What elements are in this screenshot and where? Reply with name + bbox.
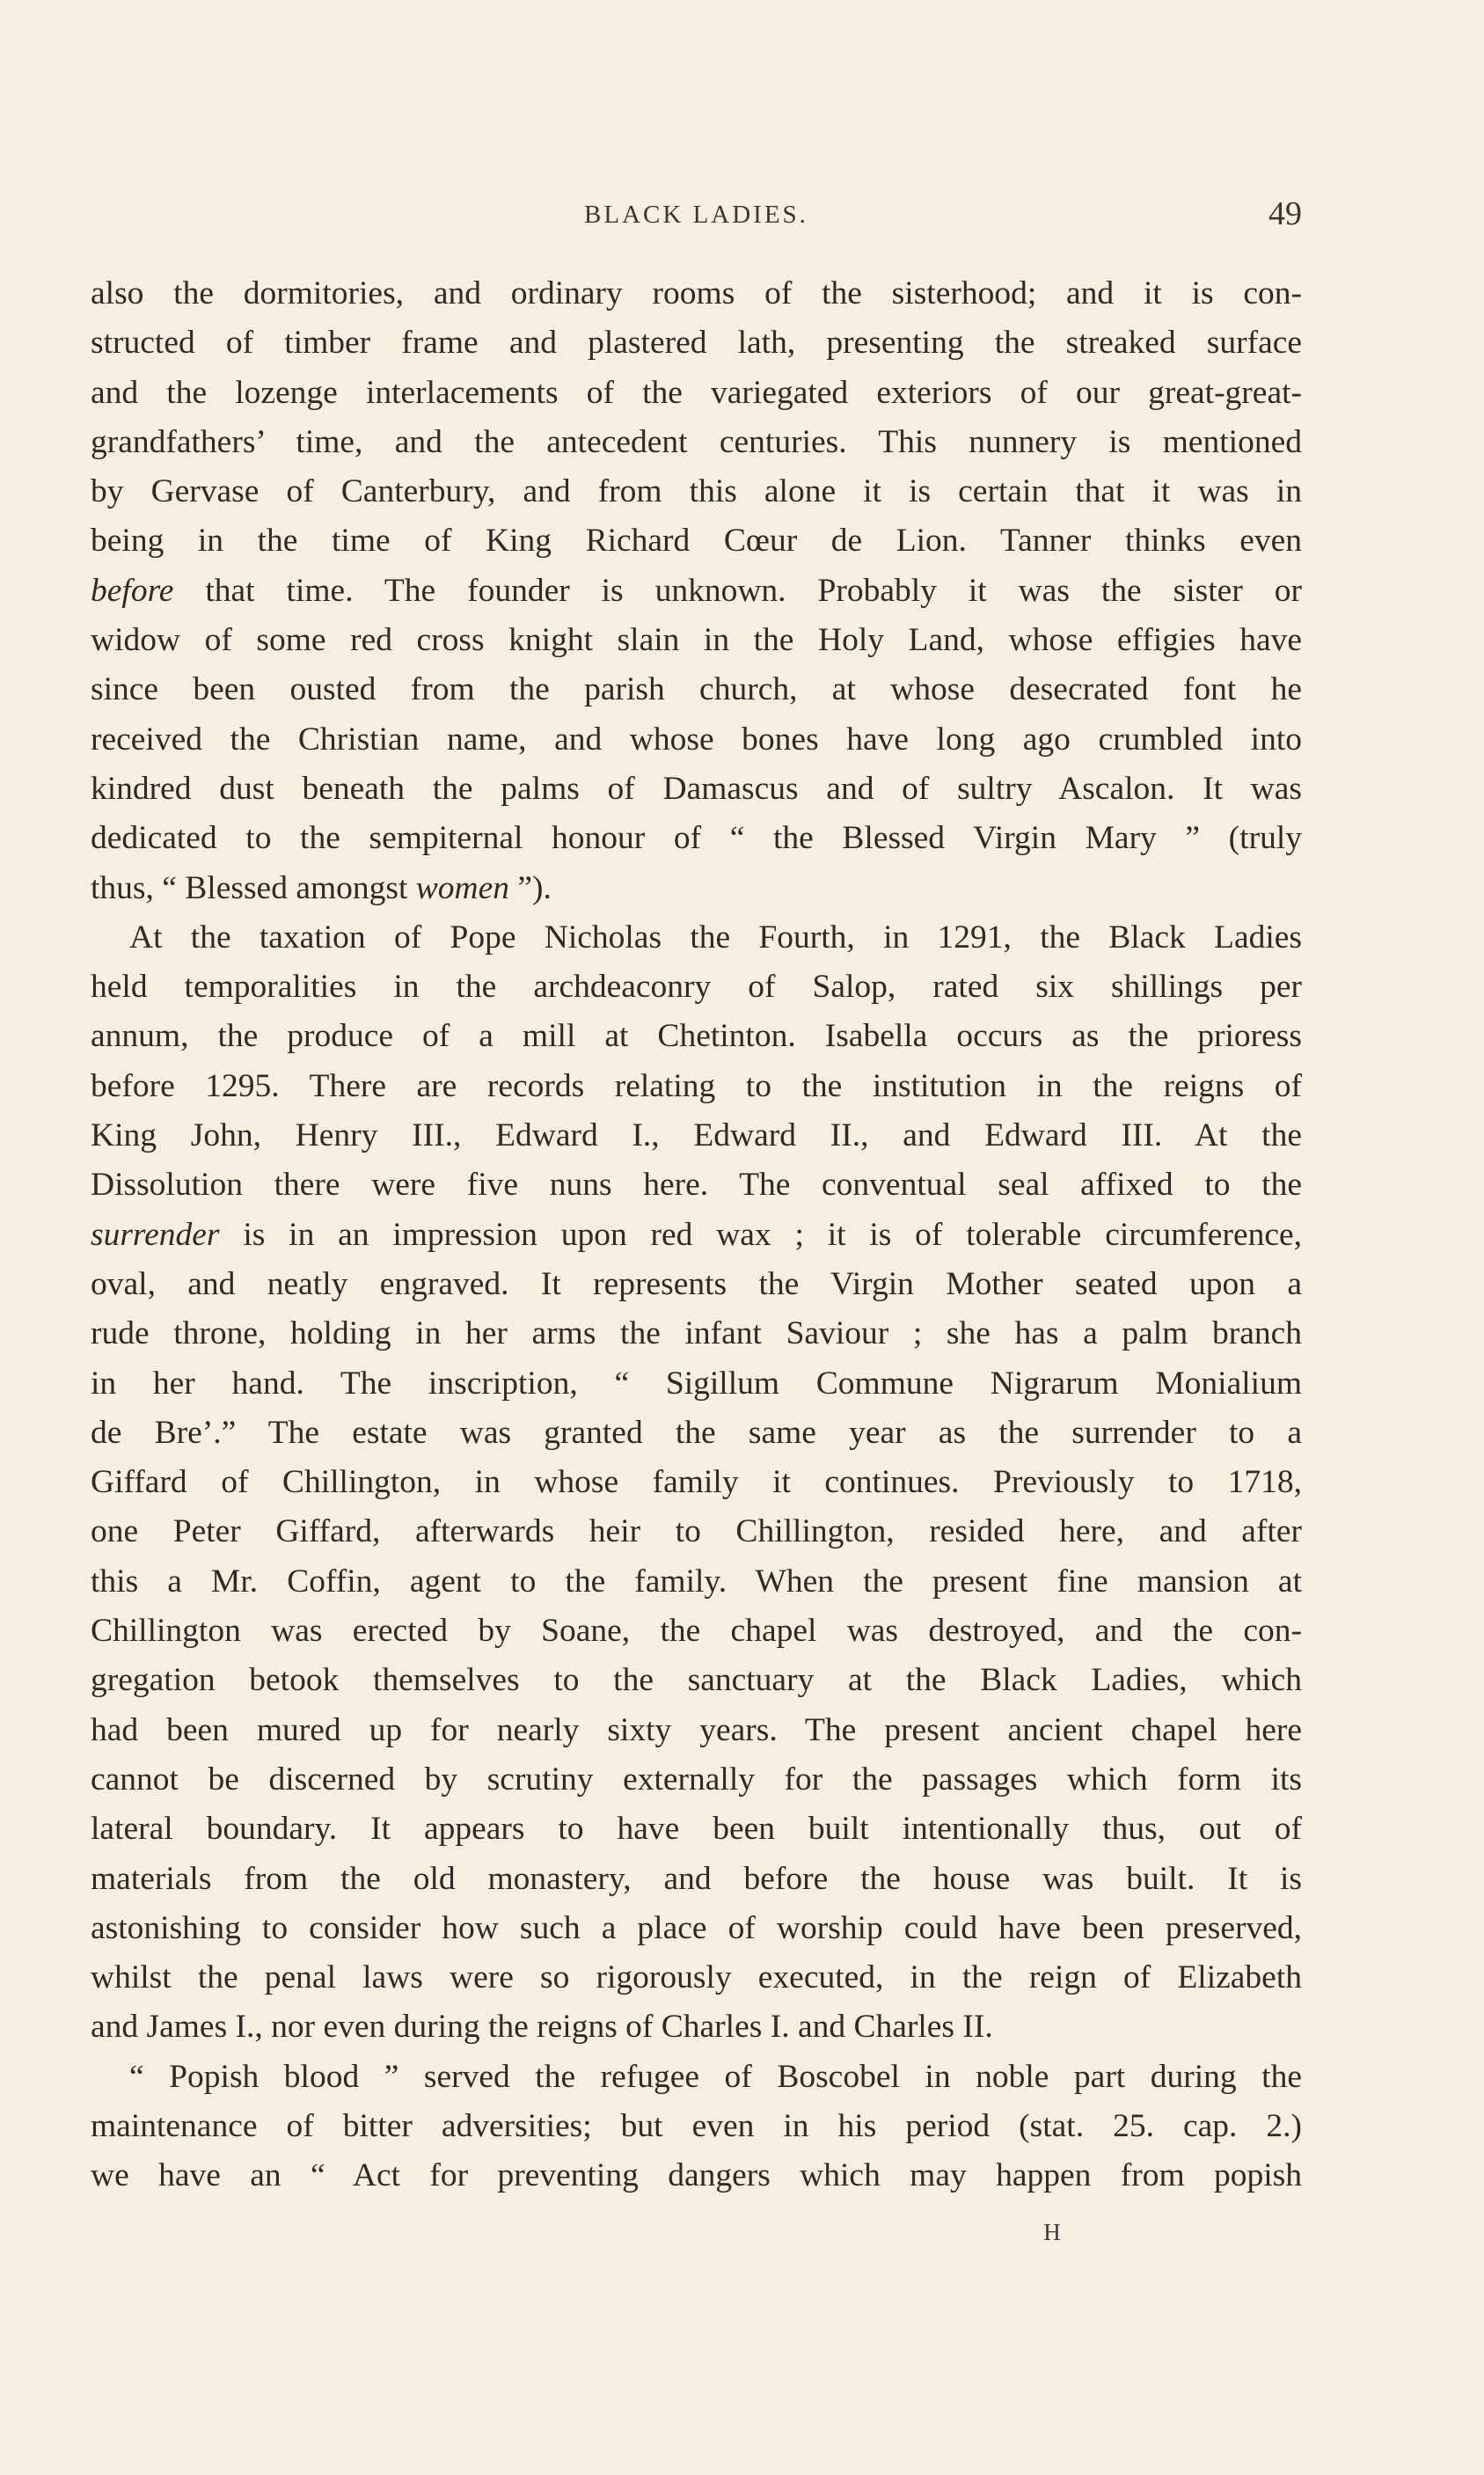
text-segment: in her hand. The inscription, “ Sigillum Commune Nigrarum Monialium [91,1365,1302,1402]
text-segment: At the taxation of Pope Nicholas the Fourth, in 1291, the Black Ladies [129,919,1302,956]
text-line [91,1309,1302,1358]
text-line [91,814,1302,863]
text-segment: that time. The founder is unknown. Probably it was the sister or [173,572,1302,609]
text-segment: by Gervase of Canterbury, and from this alone it is certain that it was in [91,473,1302,510]
text-line [91,2151,1302,2200]
signature-mark: H [1043,2219,1061,2245]
text-segment: thus, “ Blessed amongst [91,869,416,906]
text-line [91,665,1302,714]
text-segment: and James I., nor even during the reigns of Charles I. and Charles II. [91,2009,993,2046]
text-line [91,1161,1302,1210]
italic-text: women [415,869,510,906]
text-line [91,1904,1302,1953]
text-line [91,913,1302,963]
text-segment: also the dormitories, and ordinary rooms of the sisterhood; and it is con- [91,275,1302,311]
text-line [91,1260,1302,1309]
text-line [91,1855,1302,1904]
text-line [91,1953,1302,2003]
text-line [91,1111,1302,1161]
italic-text: surrender [91,1216,220,1253]
text-segment: King John, Henry III., Edward I., Edward II., and Edward III. At the [91,1117,1302,1154]
running-title: BLACK LADIES. [584,201,808,229]
text-segment: widow of some red cross knight slain in the Holy Land, whose effigies have [91,622,1302,659]
text-line [91,1607,1302,1656]
text-segment: we have an “ Act for preventing dangers which may happen from popish [91,2157,1302,2194]
text-line [91,516,1302,566]
body-text [91,269,1302,2201]
text-segment: gregation betook themselves to the sanctuary at the Black Ladies, which [91,1662,1302,1699]
text-segment: this a Mr. Coffin, agent to the family. When the present fine mansion at [91,1563,1302,1600]
text-line [91,963,1302,1012]
text-segment: materials from the old monastery, and before the house was built. It is [91,1860,1302,1897]
text-line [91,2053,1302,2102]
text-line [91,1805,1302,1854]
text-line [91,1012,1302,1061]
text-segment: grandfathers’ time, and the antecedent centuries. This nunnery is mentioned [91,423,1302,460]
text-line [91,467,1302,516]
text-segment: ”). [509,869,552,906]
text-line [91,2003,1302,2052]
text-segment: structed of timber frame and plastered lath, presenting the streaked surface [91,325,1302,362]
text-segment: Dissolution there were five nuns here. The conventual seal affixed to the [91,1167,1302,1204]
text-segment: is in an impression upon red wax ; it is of tolerable circumference, [219,1216,1302,1253]
text-segment: de Bre’.” The estate was granted the same year as the surrender to a [91,1414,1302,1451]
text-line [91,1409,1302,1458]
text-line [91,1211,1302,1260]
text-segment: “ Popish blood ” served the refugee of Boscobel in noble part during the [129,2058,1302,2095]
text-line [91,269,1302,319]
text-segment: oval, and neatly engraved. It represents the Virgin Mother seated upon a [91,1265,1302,1302]
text-line [91,1706,1302,1755]
running-head [91,197,1302,250]
text-line [91,1656,1302,1705]
text-line [91,864,1302,913]
text-segment: lateral boundary. It appears to have been built intentionally thus, out of [91,1811,1302,1848]
text-segment: had been mured up for nearly sixty years. The present ancient chapel here [91,1711,1302,1748]
text-segment: one Peter Giffard, afterwards heir to Chillington, resided here, and after [91,1513,1302,1550]
text-segment: rude throne, holding in her arms the infant Saviour ; she has a palm branch [91,1315,1302,1352]
text-segment: since been ousted from the parish church, at whose desecrated font he [91,671,1302,708]
text-segment: being in the time of King Richard Cœur de Lion. Tanner thinks even [91,523,1302,560]
text-segment: dedicated to the sempiternal honour of “ the Blessed Virgin Mary ” (truly [91,820,1302,857]
text-segment: whilst the penal laws were so rigorously executed, in the reign of Elizabeth [91,1959,1302,1996]
text-line [91,616,1302,665]
text-segment: before 1295. There are records relating to the institution in the reigns of [91,1067,1302,1104]
text-line [91,319,1302,368]
text-segment: received the Christian name, and whose bones have long ago crumbled into [91,721,1302,758]
text-line [91,1507,1302,1556]
text-line [91,715,1302,765]
text-line [91,1557,1302,1607]
text-line [91,1062,1302,1111]
text-line [91,1458,1302,1507]
text-line [91,2102,1302,2151]
text-segment: kindred dust beneath the palms of Damascus and of sultry Ascalon. It was [91,770,1302,807]
text-segment: Giffard of Chillington, in whose family it continues. Previously to 1718, [91,1464,1302,1501]
text-line [91,1359,1302,1409]
text-segment: astonishing to consider how such a place of worship could have been preserved, [91,1909,1302,1946]
text-line [91,765,1302,814]
text-segment: held temporalities in the archdeaconry of Salop, rated six shillings per [91,969,1302,1006]
text-line [91,567,1302,616]
page-number: 49 [1268,195,1302,232]
text-line [91,369,1302,418]
text-segment: Chillington was erected by Soane, the chapel was destroyed, and the con- [91,1613,1302,1650]
italic-text: before [91,572,174,609]
text-segment: and the lozenge interlacements of the variegated exteriors of our great-great- [91,374,1302,411]
text-segment: cannot be discerned by scrutiny externally for the passages which form its [91,1761,1302,1798]
text-line [91,418,1302,467]
text-line [91,1755,1302,1805]
text-segment: maintenance of bitter adversities; but even in his period (stat. 25. cap. 2.) [91,2107,1302,2144]
text-segment: annum, the produce of a mill at Chetinton. Isabella occurs as the prioress [91,1018,1302,1055]
